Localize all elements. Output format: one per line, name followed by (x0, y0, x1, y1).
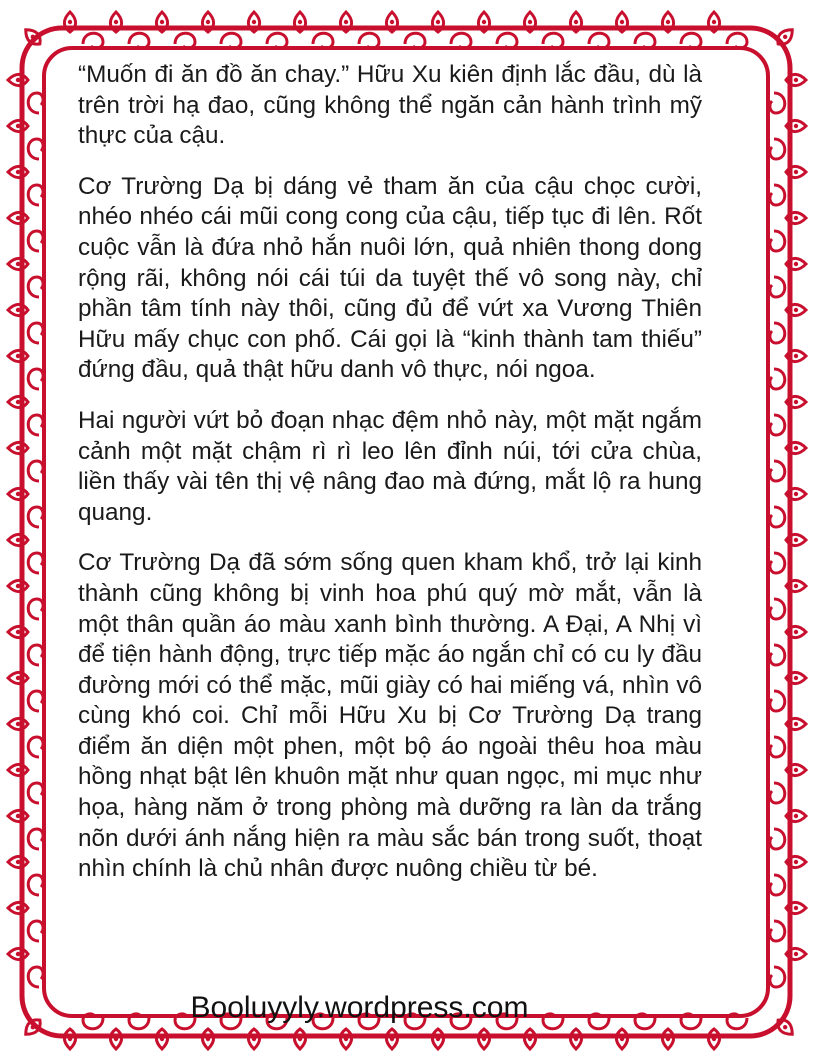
border-curl-icon (770, 415, 785, 435)
border-petal-icon (248, 1029, 259, 1049)
border-curl-icon (770, 967, 785, 987)
border-curl-icon (770, 369, 785, 389)
border-curl-icon (770, 599, 785, 619)
border-curl-icon (28, 323, 43, 343)
border-curl-icon (28, 93, 43, 113)
paragraph: Cơ Trường Dạ đã sớm sống quen kham khổ, trở lại kinh thành cũng không bị vinh hoa phú quý mờ mắt, vẫn là một thân quần áo màu xanh bình thường. A Đại, A Nhị vì để tiện hành động, trực tiếp mặc áo ngắn chỉ có cu ly đầu đường mới có thể mặc, mũi giày có hai miếng vá, nhìn vô cùng khó coi. Chỉ mỗi Hữu Xu bị Cơ Trường Dạ trang điểm ăn diện một phen, một bộ áo ngoài thêu hoa màu hồng nhạt bật lên khuôn mặt như quan ngọc, mi mục như họa, hàng năm ở trong phòng mà dưỡng ra làn da trắng nõn dưới ánh nắng hiện ra màu sắc bán trong suốt, thoạt nhìn chính là chủ nhân được nuông chiều từ bé. (78, 549, 702, 883)
border-curl-icon (770, 231, 785, 251)
corner-flower-icon (774, 26, 796, 48)
border-curl-icon (175, 33, 195, 48)
paragraph: Hai người vứt bỏ đoạn nhạc đệm nhỏ này, một mặt ngắm cảnh một mặt chậm rì rì leo lên đỉnh núi, tới cửa chùa, liền thấy vài tên thị vệ nâng đao mà đứng, mắt lộ ra hung quang. (78, 406, 702, 526)
border-petal-icon (8, 396, 28, 407)
border-petal-icon (662, 1029, 673, 1049)
border-curl-icon (770, 829, 785, 849)
border-curl-icon (28, 231, 43, 251)
border-petal-icon (524, 1029, 535, 1049)
border-curl-icon (28, 185, 43, 205)
border-curl-icon (770, 553, 785, 573)
border-petal-icon (8, 764, 28, 775)
border-curl-icon (28, 461, 43, 481)
border-petal-icon (64, 1029, 75, 1049)
border-curl-icon (770, 139, 785, 159)
border-curl-icon (28, 277, 43, 297)
border-petal-icon (616, 1029, 627, 1049)
border-petal-icon (432, 1029, 443, 1049)
border-curl-icon (28, 369, 43, 389)
border-curl-icon (405, 33, 425, 48)
paragraph: Cơ Trường Dạ bị dáng vẻ tham ăn của cậu chọc cười, nhéo nhéo cái mũi cong cong của cậu, tiếp tục đi lên. Rốt cuộc vẫn là đứa nhỏ hắn nuôi lớn, quả nhiên thong dong rộng rãi, không nói cái túi da tuyệt thế vô song này, chỉ phần tâm tính này thôi, cũng đủ để vứt xa Vương Thiên Hữu mấy chục con phố. Cái gọi là “kinh thành tam thiếu” đứng đầu, quả thật hữu danh vô thực, nói ngoa. (78, 172, 702, 384)
border-petal-icon (478, 1029, 489, 1049)
border-curl-icon (28, 783, 43, 803)
border-petal-icon (294, 1029, 305, 1049)
border-curl-icon (28, 829, 43, 849)
border-curl-icon (28, 691, 43, 711)
border-curl-icon (221, 33, 241, 48)
border-petal-icon (8, 212, 28, 223)
border-petal-icon (8, 948, 28, 959)
border-petal-icon (110, 1029, 121, 1049)
border-curl-icon (770, 875, 785, 895)
border-petal-icon (8, 258, 28, 269)
border-curl-icon (770, 691, 785, 711)
border-petal-icon (8, 856, 28, 867)
border-petal-icon (8, 74, 28, 85)
border-curl-icon (589, 33, 609, 48)
border-curl-icon (497, 33, 517, 48)
border-curl-icon (28, 921, 43, 941)
border-petal-icon (8, 350, 28, 361)
border-curl-icon (770, 93, 785, 113)
footer-watermark[interactable]: Booluyyly.wordpress.com (190, 991, 529, 1024)
border-petal-icon (708, 1029, 719, 1049)
border-curl-icon (770, 737, 785, 757)
border-curl-icon (28, 737, 43, 757)
border-petal-icon (386, 1029, 397, 1049)
border-curl-icon (770, 783, 785, 803)
border-curl-icon (681, 33, 701, 48)
corner-flower-icon (22, 26, 44, 48)
border-curl-icon (635, 33, 655, 48)
border-petal-icon (8, 304, 28, 315)
border-curl-icon (770, 921, 785, 941)
border-curl-icon (770, 185, 785, 205)
border-curl-icon (28, 967, 43, 987)
story-text (78, 60, 702, 905)
border-curl-icon (28, 139, 43, 159)
border-petal-icon (8, 488, 28, 499)
border-curl-icon (359, 33, 379, 48)
border-petal-icon (8, 120, 28, 131)
corner-flower-icon (774, 1016, 796, 1038)
border-petal-icon (8, 718, 28, 729)
border-curl-icon (28, 415, 43, 435)
border-curl-icon (28, 645, 43, 665)
border-petal-icon (8, 442, 28, 453)
border-petal-icon (8, 810, 28, 821)
border-curl-icon (267, 33, 287, 48)
border-curl-icon (451, 33, 471, 48)
border-petal-icon (8, 626, 28, 637)
border-petal-icon (156, 1029, 167, 1049)
border-curl-icon (770, 323, 785, 343)
border-petal-icon (8, 902, 28, 913)
border-curl-icon (129, 33, 149, 48)
border-curl-icon (28, 507, 43, 527)
border-curl-icon (83, 33, 103, 48)
border-petal-icon (8, 166, 28, 177)
border-curl-icon (28, 553, 43, 573)
border-curl-icon (770, 461, 785, 481)
border-curl-icon (770, 507, 785, 527)
border-curl-icon (28, 875, 43, 895)
border-petal-icon (8, 534, 28, 545)
border-curl-icon (727, 33, 747, 48)
border-curl-icon (770, 645, 785, 665)
border-petal-icon (340, 1029, 351, 1049)
border-petal-icon (8, 672, 28, 683)
paragraph: “Muốn đi ăn đồ ăn chay.” Hữu Xu kiên định lắc đầu, dù là trên trời hạ đao, cũng không thể ngăn cản hành trình mỹ thực của cậu. (78, 61, 702, 150)
border-petal-icon (8, 580, 28, 591)
border-curl-icon (28, 599, 43, 619)
border-curl-icon (313, 33, 333, 48)
border-curl-icon (543, 33, 563, 48)
border-petal-icon (202, 1029, 213, 1049)
border-curl-icon (770, 277, 785, 297)
border-petal-icon (570, 1029, 581, 1049)
